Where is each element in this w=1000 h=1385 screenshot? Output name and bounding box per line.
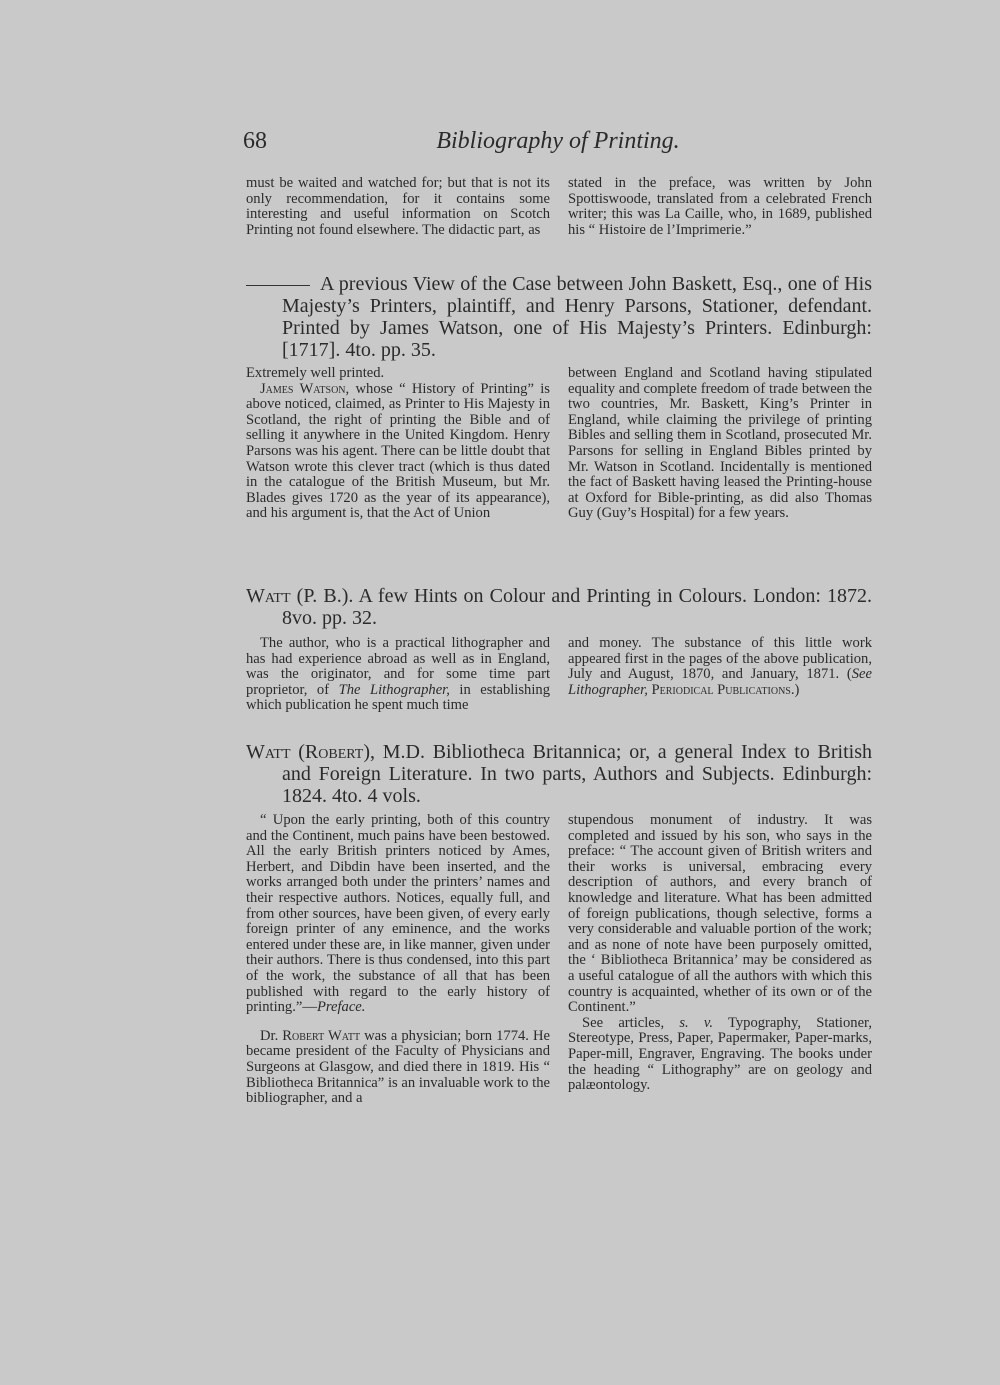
page-header [243,128,873,160]
entry-watt-pb-author: Watt (P. B.). [246,585,354,607]
person-name-james-watson: James Watson, [260,380,350,397]
continuation-section [246,176,872,238]
entry-baskett-left-column [246,366,550,522]
entry-baskett-title-text: A previous View of the Case between John Baskett, Esq., one of His Majesty’s Printers, plaintiff, and Henry Parsons, Stationer, defendant. Printed by James Watson, one of His Majesty’s Printers. Edinburgh: [1717]. 4to. pp. 35. [282,273,872,361]
entry-watt-robert [246,741,872,1107]
see-articles-paragraph: See articles, s. v. Typography, Stationer, Stereotype, Press, Paper, Papermaker, Paper-marks, Paper-mill, Engraver, Engraving. The books under the heading “ Lithography” are on geology and palæontology. [568,1014,872,1094]
entry-watt-robert-author: Watt (Robert), M.D. [246,741,425,763]
entry-watt-robert-right-column [568,813,872,1107]
entry-baskett-title [246,273,872,361]
continuation-right-column [568,176,872,238]
entry-watt-pb-title [246,585,872,629]
entry-watt-robert-title [246,741,872,807]
entry-watt-pb-right-text: and money. The substance of this little work appeared first in the pages of the above publication, July and August, 1870, and January, 1871. (See Lithographer, Periodical Publications.) [568,635,872,698]
person-name-robert-watt: Robert Watt [282,1027,361,1044]
entry-watt-robert-right-text: stupendous monument of industry. It was completed and issued by his son, who says in the preface: “ The account given of British writers and their works is universal, embracing every description of authors, and every branch of knowledge and literature. What has been admitted of foreign publications, though selective, forms a very considerable and valuable portion of the work; and as none of note have been purposely omitted, the ‘ Bibliotheca Britannica’ may be considered as a useful catalogue of all the authors with which this country is acquainted, whether of its own or of the Continent.” [568,812,872,1016]
entry-baskett-note: Extremely well printed. [246,365,385,381]
continuation-left-text: must be waited and watched for; but that is not its only recommendation, for it contains some interesting and useful information on Scotch Printing not found elsewhere. The didactic part, as [246,175,550,238]
entry-baskett-left-text: James Watson, whose “ History of Printing” is above noticed, claimed, as Printer to His Majesty in Scotland, the right of printing the Bible and of selling it anywhere in the United Kingdom. Henry Parsons was his agent. There can be little doubt that Watson wrote this clever tract (which is thus dated in the catalogue of the British Museum, but Mr. Blades gives 1720 as the year of its appearance), and his argument is, that the Act of Union [246,380,550,522]
entry-baskett-right-column [568,366,872,522]
entry-watt-pb-right-column [568,636,872,714]
entry-baskett-right-text: between England and Scotland having stipulated equality and complete freedom of trade between the two countries, Mr. Baskett, King’s Printer in England, while claiming the privilege of printing Bibles and selling them in Scotland, prosecuted Mr. Parsons for selling in England Bibles printed by Mr. Watson in Scotland. Incidentally is mentioned the fact of Baskett having leased the Printing-house at Oxford for Bible-printing, as did also Thomas Guy (Guy’s Hospital) for a few years. [568,365,872,522]
running-title: Bibliography of Printing. [436,128,680,154]
entry-watt-robert-title-text: Bibliotheca Britannica; or, a general Index to British and Foreign Literature. In two parts, Authors and Subjects. Edinburgh: 1824. 4to. 4 vols. [282,741,873,807]
ditto-rule [246,285,310,286]
entry-watt-pb-left-column [246,636,550,714]
page-number: 68 [243,128,267,154]
preface-quote: “ Upon the early printing, both of this country and the Continent, much pains have been bestowed. All the early British printers noticed by Ames, Herbert, and Dibdin have been inserted, and the works arranged both under the printers’ names and their respective authors. Notices, equally full, and from other sources, have been given, of every early foreign printer of any eminence, and the works entered under these are, in like manner, given under their authors. There is thus condensed, into this part of the work, the substance of all that has been published with regard to the early history of printing.”—Preface. [246,812,550,1016]
continuation-right-text: stated in the preface, was written by John Spottiswoode, translated from a celebrated French writer; this was La Caille, who, in 1689, published his “ Histoire de l’Imprimerie.” [568,175,872,238]
entry-baskett [246,273,872,522]
entry-watt-pb-left-text: The author, who is a practical lithographer and has had experience abroad as well as in England, was the originator, and for some time part proprietor, of The Lithographer, in establishing which publication he spent much time [246,635,550,714]
entry-watt-pb [246,585,872,714]
continuation-left-column [246,176,550,238]
entry-watt-robert-left-column [246,813,550,1107]
biography-paragraph: Dr. Robert Watt was a physician; born 1774. He became president of the Faculty of Physicians and Surgeons at Glasgow, and died there in 1819. His “ Bibliotheca Britannica” is an invaluable work to the bibliographer, and a [246,1027,550,1107]
entry-watt-pb-title-text: A few Hints on Colour and Printing in Colours. London: 1872. 8vo. pp. 32. [282,585,873,629]
